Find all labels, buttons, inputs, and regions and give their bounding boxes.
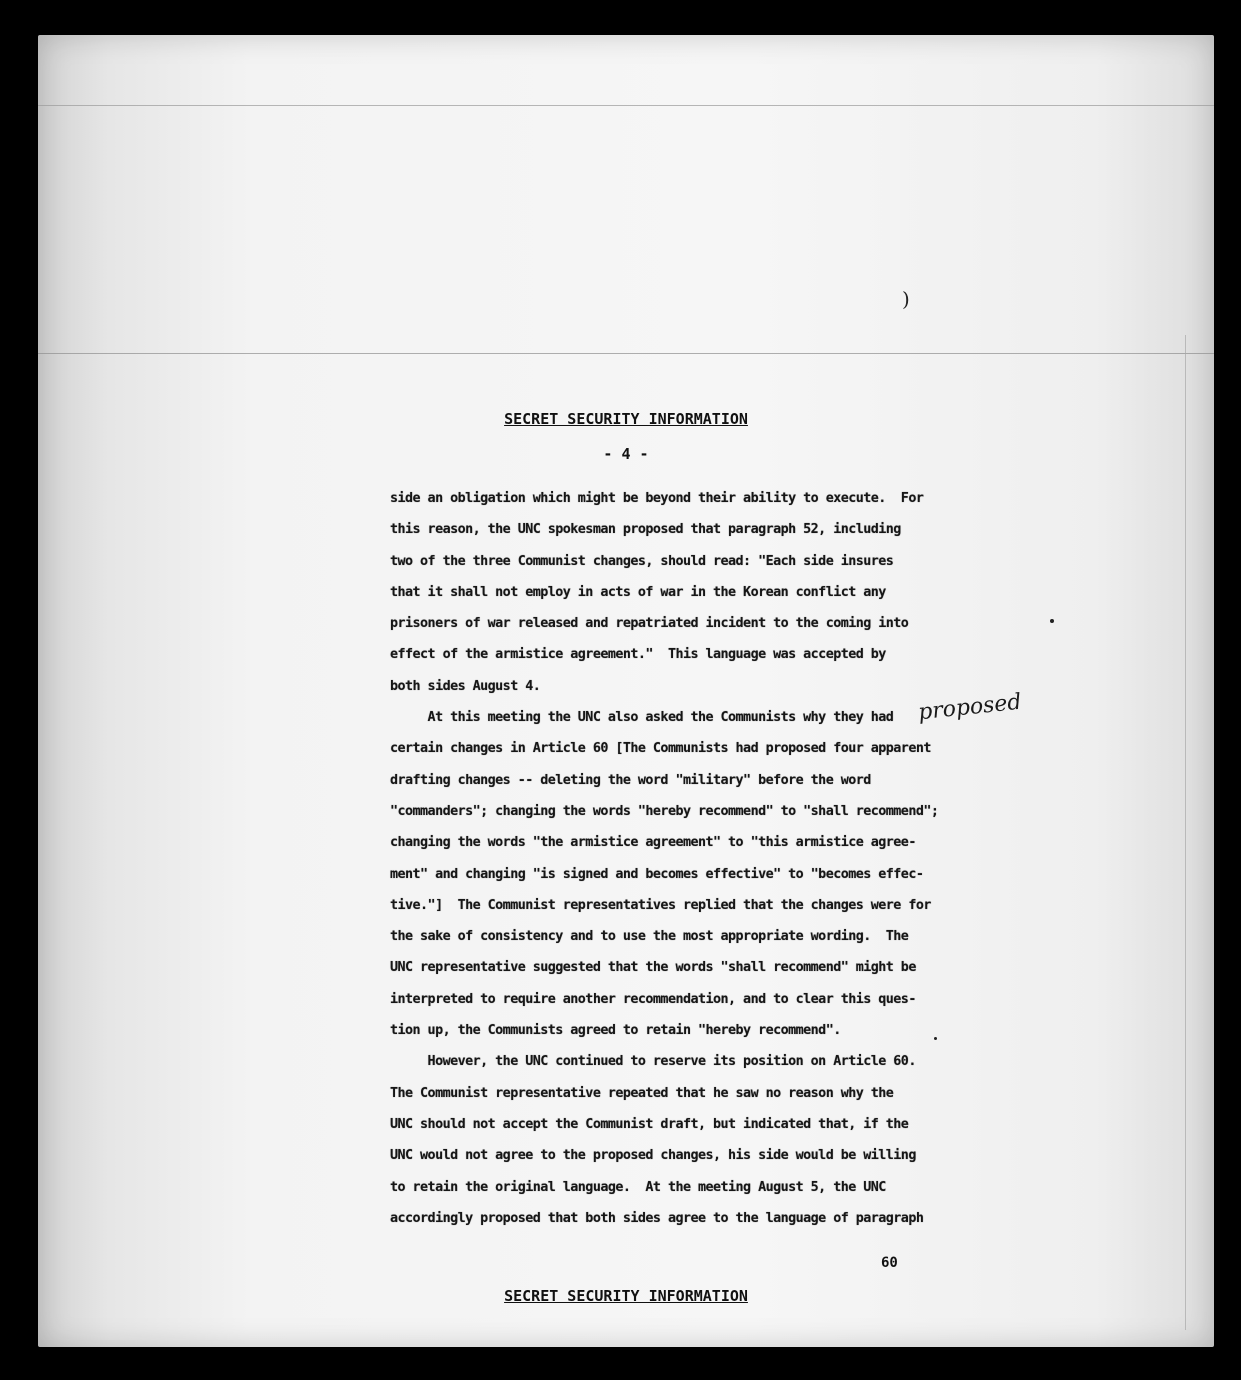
text-line: UNC representative suggested that the words "shall recommend" might be xyxy=(390,960,916,976)
classification-header: SECRET SECURITY INFORMATION xyxy=(504,410,748,428)
text-line: to retain the original language. At the meeting August 5, the UNC xyxy=(390,1179,886,1195)
text-line: this reason, the UNC spokesman proposed that paragraph 52, including xyxy=(390,522,901,538)
text-line: the sake of consistency and to use the most appropriate wording. The xyxy=(390,929,909,945)
text-line: interpreted to require another recommendation, and to clear this ques- xyxy=(390,991,916,1007)
ink-speck xyxy=(934,1037,937,1040)
text-line: tive."] The Communist representatives replied that the changes were for xyxy=(390,897,931,913)
text-line: side an obligation which might be beyond their ability to execute. For xyxy=(390,491,924,506)
text-line: effect of the armistice agreement." This language was accepted by xyxy=(390,647,886,663)
text-line: "commanders"; changing the words "hereby recommend" to "shall recommend"; xyxy=(390,803,939,819)
text-line: drafting changes -- deleting the word "military" before the word xyxy=(390,772,871,788)
body-text xyxy=(390,483,970,1234)
text-line: UNC would not agree to the proposed changes, his side would be willing xyxy=(390,1148,916,1164)
fold-line-top xyxy=(38,105,1214,106)
text-line: However, the UNC continued to reserve its position on Article 60. xyxy=(390,1054,916,1070)
page-edge-line xyxy=(1185,335,1186,1330)
fold-line-middle xyxy=(38,353,1214,354)
text-line: prisoners of war released and repatriated incident to the coming into xyxy=(390,616,909,632)
text-line: accordingly proposed that both sides agree to the language of paragraph xyxy=(390,1210,924,1226)
document-page xyxy=(38,35,1214,1347)
text-line: UNC should not accept the Communist draft, but indicated that, if the xyxy=(390,1116,909,1132)
text-line: two of the three Communist changes, should read: "Each side insures xyxy=(390,553,894,569)
page-number: 60 xyxy=(881,1255,898,1271)
page-marker: - 4 - xyxy=(603,445,649,463)
text-line: certain changes in Article 60 [The Communists had proposed four apparent xyxy=(390,741,931,757)
ink-speck xyxy=(1050,619,1054,623)
text-line: At this meeting the UNC also asked the Communists why they had xyxy=(390,710,894,726)
pen-mark: ) xyxy=(902,287,910,311)
handwritten-annotation: proposed xyxy=(916,689,1023,726)
text-line: that it shall not employ in acts of war in the Korean conflict any xyxy=(390,584,886,600)
text-line: both sides August 4. xyxy=(390,678,541,694)
classification-footer: SECRET SECURITY INFORMATION xyxy=(504,1287,748,1305)
text-line: The Communist representative repeated that he saw no reason why the xyxy=(390,1085,894,1101)
text-line: changing the words "the armistice agreement" to "this armistice agree- xyxy=(390,835,916,851)
text-line: ment" and changing "is signed and becomes effective" to "becomes effec- xyxy=(390,866,924,882)
text-line: tion up, the Communists agreed to retain "hereby recommend". xyxy=(390,1023,841,1039)
